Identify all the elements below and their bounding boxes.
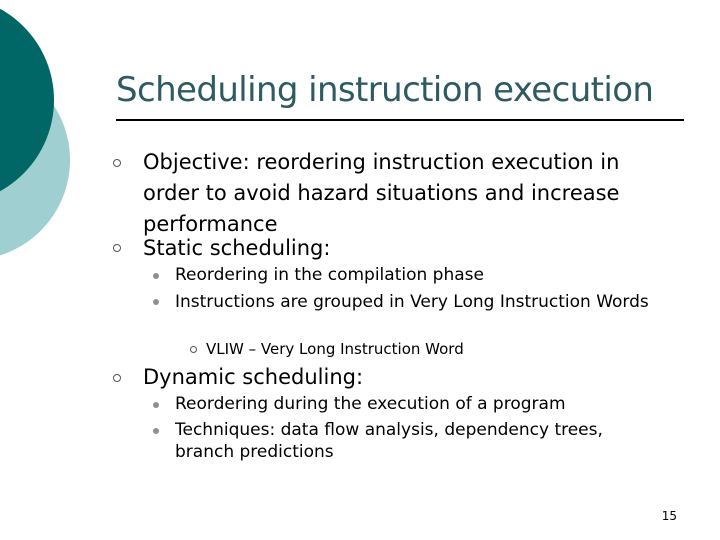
dot-bullet-icon [153, 402, 159, 408]
dot-bullet-icon [153, 299, 159, 305]
slide-title: Scheduling instruction execution [116, 70, 654, 110]
title-divider [116, 119, 684, 121]
dynamic-item-1: Reordering during the execution of a program [175, 394, 566, 414]
hollow-bullet-icon [113, 244, 121, 252]
bullet-dynamic-scheduling: Dynamic scheduling: [143, 365, 364, 389]
dynamic-item-2: Techniques: data flow analysis, dependency trees, branch predictions [175, 420, 603, 462]
dot-bullet-icon [153, 428, 159, 434]
hollow-bullet-icon [190, 346, 197, 353]
static-item-2: Instructions are grouped in Very Long Instruction Words [175, 292, 649, 312]
bullet-static-scheduling: Static scheduling: [143, 236, 331, 260]
static-item-1: Reordering in the compilation phase [175, 265, 484, 285]
decorative-circles [0, 0, 120, 300]
static-subitem-vliw: VLIW – Very Long Instruction Word [206, 340, 464, 358]
bullet-objective: Objective: reordering instruction execution in order to avoid hazard situations and increase performance [143, 150, 620, 236]
dot-bullet-icon [153, 273, 159, 279]
hollow-bullet-icon [113, 374, 121, 382]
hollow-bullet-icon [113, 159, 121, 167]
page-number: 15 [661, 509, 677, 523]
